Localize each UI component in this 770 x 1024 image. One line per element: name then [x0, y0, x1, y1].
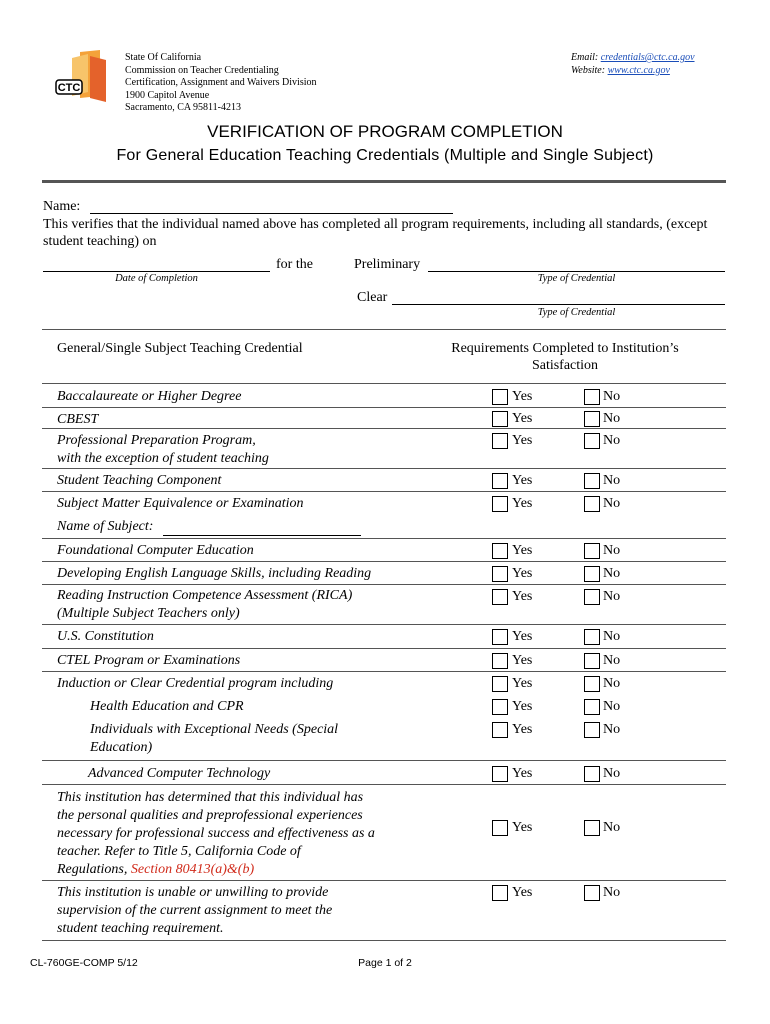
requirement-label: [57, 388, 457, 406]
no-checkbox[interactable]: [584, 699, 600, 715]
no-label: No: [603, 699, 621, 714]
no-label: No: [603, 433, 621, 448]
requirement-label: [90, 721, 490, 757]
yes-label: Yes: [512, 722, 533, 737]
requirement-text-line: CBEST: [57, 412, 99, 427]
requirement-text-line: Professional Preparation Program,: [57, 433, 256, 448]
requirement-text-line: Name of Subject:: [57, 519, 154, 534]
yes-checkbox[interactable]: [492, 885, 508, 901]
row-divider: [42, 538, 726, 539]
type-caption-preliminary: Type of Credential: [537, 273, 616, 284]
yes-label: Yes: [512, 676, 533, 691]
yes-label: Yes: [512, 766, 533, 781]
no-checkbox[interactable]: [584, 543, 600, 559]
logo-text: CTC: [57, 82, 81, 94]
row-divider: [42, 491, 726, 492]
no-label: No: [603, 885, 621, 900]
row-divider: [42, 880, 726, 881]
preliminary-label: Preliminary: [354, 257, 421, 272]
requirement-text-line: Student Teaching Component: [57, 473, 222, 488]
requirement-label: [57, 675, 457, 693]
type-caption-clear: Type of Credential: [537, 307, 616, 318]
yes-checkbox[interactable]: [492, 411, 508, 427]
requirement-text-line: Reading Instruction Competence Assessment (RICA): [57, 588, 353, 603]
no-checkbox[interactable]: [584, 496, 600, 512]
verification-statement: This verifies that the individual named above has completed all program requirements, including all standards, (except student teaching) on: [43, 217, 708, 249]
requirement-label: [57, 411, 457, 429]
no-label: No: [603, 766, 621, 781]
requirement-label: [57, 587, 457, 623]
yes-label: Yes: [512, 411, 533, 426]
requirement-text-line: This institution has determined that this individual has: [57, 790, 364, 805]
agency-line: Certification, Assignment and Waivers Division: [125, 77, 317, 88]
requirement-label: [57, 495, 457, 513]
requirement-text-line: Regulations, Section 80413(a)&(b): [57, 862, 255, 877]
yes-label: Yes: [512, 653, 533, 668]
agency-line: Sacramento, CA 95811-4213: [125, 102, 242, 113]
requirement-label: [57, 652, 457, 670]
row-divider: [42, 561, 726, 562]
section-divider: [42, 329, 726, 330]
yes-checkbox[interactable]: [492, 653, 508, 669]
subject-name-field[interactable]: [163, 535, 361, 536]
for-the-label: for the: [276, 257, 313, 272]
requirement-text-line: Induction or Clear Credential program including: [57, 676, 334, 691]
page-subtitle: For General Education Teaching Credentials (Multiple and Single Subject): [116, 147, 654, 164]
requirement-text-line: teacher. Refer to Title 5, California Code of: [57, 844, 301, 859]
row-divider: [42, 468, 726, 469]
agency-line: State Of California: [125, 52, 202, 63]
requirement-text-line: Individuals with Exceptional Needs (Special: [90, 722, 339, 737]
no-checkbox[interactable]: [584, 411, 600, 427]
contact-info: [571, 52, 695, 77]
no-checkbox[interactable]: [584, 389, 600, 405]
requirement-text-line: U.S. Constitution: [57, 629, 154, 644]
no-label: No: [603, 411, 621, 426]
no-checkbox[interactable]: [584, 566, 600, 582]
requirement-label: [57, 884, 457, 938]
no-checkbox[interactable]: [584, 676, 600, 692]
yes-checkbox[interactable]: [492, 433, 508, 449]
row-divider: [42, 760, 726, 761]
row-divider: [42, 784, 726, 785]
requirement-text-line: Foundational Computer Education: [57, 543, 254, 558]
title-divider: [42, 180, 726, 183]
no-label: No: [603, 473, 621, 488]
no-checkbox[interactable]: [584, 473, 600, 489]
no-label: No: [603, 543, 621, 558]
no-checkbox[interactable]: [584, 589, 600, 605]
row-divider: [42, 624, 726, 625]
requirement-text-line: necessary for professional success and effectiveness as a: [57, 826, 375, 841]
yes-checkbox[interactable]: [492, 820, 508, 836]
no-label: No: [603, 566, 621, 581]
regulation-reference: Section 80413(a)&(b): [130, 862, 255, 877]
yes-checkbox[interactable]: [492, 496, 508, 512]
row-divider: [42, 407, 726, 408]
no-label: No: [603, 820, 621, 835]
email-link[interactable]: credentials@ctc.ca.gov: [600, 52, 695, 63]
requirements-header-line1: Requirements Completed to Institution’s: [451, 341, 679, 356]
row-divider: [42, 648, 726, 649]
yes-label: Yes: [512, 885, 533, 900]
yes-checkbox[interactable]: [492, 473, 508, 489]
row-divider: [42, 383, 726, 384]
requirement-text-line: the personal qualities and preprofessional experiences: [57, 808, 363, 823]
agency-line: 1900 Capitol Avenue: [125, 89, 210, 101]
website-label: Website:: [571, 64, 608, 76]
requirement-label: [57, 628, 457, 646]
yes-label: Yes: [512, 629, 533, 644]
no-label: No: [603, 653, 621, 668]
page-title: VERIFICATION OF PROGRAM COMPLETION: [207, 122, 563, 141]
requirement-text-line: Health Education and CPR: [90, 699, 244, 714]
no-label: No: [603, 496, 621, 511]
date-caption: Date of Completion: [115, 273, 198, 284]
yes-label: Yes: [512, 699, 533, 714]
row-divider: [42, 584, 726, 585]
yes-checkbox[interactable]: [492, 676, 508, 692]
requirement-text-line: student teaching requirement.: [57, 921, 224, 936]
email-label: Email:: [571, 52, 601, 63]
name-label: Name:: [43, 199, 81, 214]
requirement-label: [57, 518, 457, 536]
name-field[interactable]: [90, 213, 453, 214]
no-checkbox[interactable]: [584, 722, 600, 738]
yes-checkbox[interactable]: [492, 566, 508, 582]
ctc-logo: [50, 48, 112, 110]
requirement-text-line: Education): [90, 740, 153, 755]
table-bottom-rule: [42, 940, 726, 941]
no-checkbox[interactable]: [584, 629, 600, 645]
requirement-label: [88, 765, 488, 783]
yes-label: Yes: [512, 543, 533, 558]
requirement-text-line: CTEL Program or Examinations: [57, 653, 241, 668]
page-number: Page 1 of 2: [358, 957, 412, 969]
requirement-text-line: Developing English Language Skills, including Reading: [57, 566, 372, 581]
website-link[interactable]: www.ctc.ca.gov: [607, 64, 670, 76]
yes-checkbox[interactable]: [492, 699, 508, 715]
agency-line: Commission on Teacher Credentialing: [125, 64, 279, 76]
yes-checkbox[interactable]: [492, 543, 508, 559]
no-label: No: [603, 629, 621, 644]
credential-column-header: General/Single Subject Teaching Credential: [57, 341, 303, 356]
requirement-text-line: This institution is unable or unwilling to provide: [57, 885, 329, 900]
yes-label: Yes: [512, 589, 533, 604]
no-checkbox[interactable]: [584, 766, 600, 782]
requirement-label: [57, 565, 457, 583]
row-divider: [42, 428, 726, 429]
requirement-text-line: Subject Matter Equivalence or Examination: [57, 496, 304, 511]
no-label: No: [603, 589, 621, 604]
no-checkbox[interactable]: [584, 885, 600, 901]
no-label: No: [603, 676, 621, 691]
yes-checkbox[interactable]: [492, 766, 508, 782]
clear-label: Clear: [357, 290, 388, 305]
agency-address: [125, 52, 385, 115]
yes-checkbox[interactable]: [492, 722, 508, 738]
requirement-label: [57, 542, 457, 560]
requirement-label: [57, 472, 457, 490]
requirement-label: [57, 432, 457, 468]
yes-label: Yes: [512, 496, 533, 511]
yes-label: Yes: [512, 389, 533, 404]
no-checkbox[interactable]: [584, 433, 600, 449]
requirement-text-line: with the exception of student teaching: [57, 451, 269, 466]
yes-label: Yes: [512, 820, 533, 835]
yes-label: Yes: [512, 566, 533, 581]
row-divider: [42, 671, 726, 672]
yes-checkbox[interactable]: [492, 389, 508, 405]
no-checkbox[interactable]: [584, 820, 600, 836]
preliminary-type-field[interactable]: [428, 271, 725, 272]
yes-label: Yes: [512, 473, 533, 488]
clear-type-field[interactable]: [392, 304, 725, 305]
requirements-header-line2: Satisfaction: [531, 358, 599, 373]
yes-checkbox[interactable]: [492, 589, 508, 605]
completion-date-field[interactable]: [43, 271, 270, 272]
requirement-label: [57, 789, 417, 879]
requirement-text-line: Advanced Computer Technology: [88, 766, 271, 781]
requirement-label: [90, 698, 490, 716]
no-label: No: [603, 722, 621, 737]
form-code: CL-760GE-COMP 5/12: [30, 957, 138, 969]
no-label: No: [603, 389, 621, 404]
yes-checkbox[interactable]: [492, 629, 508, 645]
yes-label: Yes: [512, 433, 533, 448]
requirement-text-line: supervision of the current assignment to meet the: [57, 903, 333, 918]
no-checkbox[interactable]: [584, 653, 600, 669]
requirement-text-line: (Multiple Subject Teachers only): [57, 606, 240, 621]
requirement-text-line: Baccalaureate or Higher Degree: [57, 389, 242, 404]
